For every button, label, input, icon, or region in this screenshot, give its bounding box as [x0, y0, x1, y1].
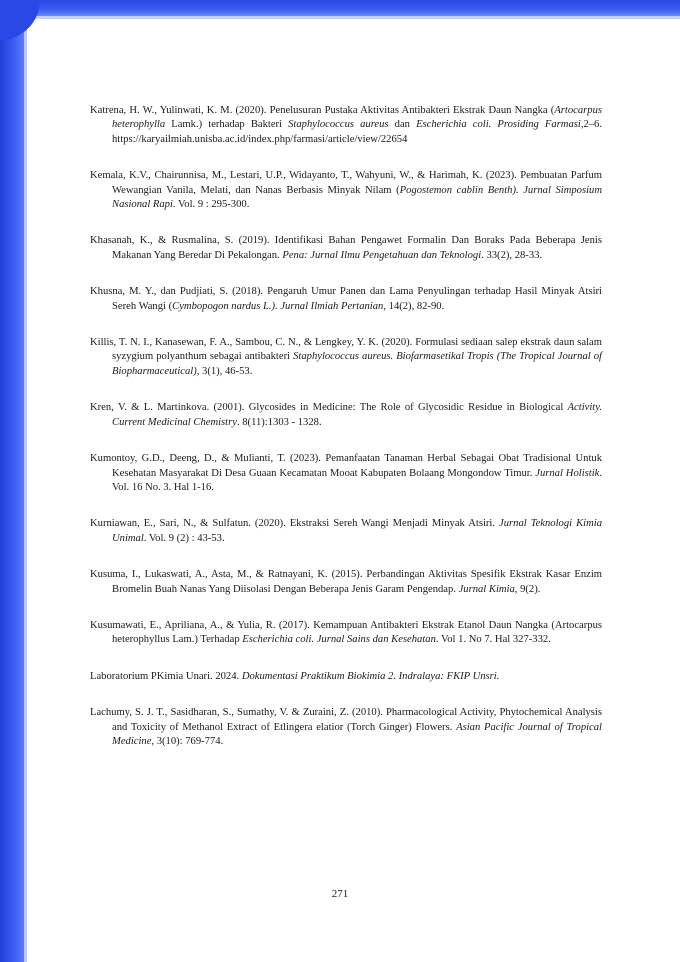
reference-entry: Kren, V. & L. Martinkova. (2001). Glycosides in Medicine: The Role of Glycosidic Residue in Biological Activity. Current Medicinal Chemistry. 8(11):1303 - 1328. — [90, 402, 602, 428]
corner-ornament — [0, 0, 40, 40]
left-border-bar — [0, 0, 24, 962]
top-border-bar — [0, 0, 680, 16]
reference-entry: Laboratorium PKimia Unari. 2024. Dokumentasi Praktikum Biokimia 2. Indralaya: FKIP Unsri. — [90, 670, 500, 682]
reference-entry: Kumontoy, G.D., Deeng, D., & Mulianti, T. (2023). Pemanfaatan Tanaman Herbal Sebagai Obat Tradisional Untuk Kesehatan Masyarakat Di Desa Guaan Kecamatan Mooat Kabupaten Bolaang Mongondow Timur. Jurnal Holistik. Vol. 16 No. 3. Hal 1-16. — [90, 453, 603, 493]
reference-entry: Kusuma, I., Lukaswati, A., Asta, M., & Ratnayani, K. (2015). Perbandingan Aktivitas Spesifik Ekstrak Kasar Enzim Bromelin Buah Nanas Yang Diisolasi Dengan Beberapa Jenis Garam Pengendap. Jurnal Kimia, 9(2). — [90, 569, 602, 595]
reference-entry: Khusna, M. Y., dan Pudjiati, S. (2018). Pengaruh Umur Panen dan Lama Penyulingan terhadap Hasil Minyak Atsiri Sereh Wangi (Cymbopogon nardus L.). Jurnal Ilmiah Pertanian, 14(2), 82-90. — [90, 286, 602, 312]
reference-entry: Kurniawan, E., Sari, N., & Sulfatun. (2020). Ekstraksi Sereh Wangi Menjadi Minyak Atsiri. Jurnal Teknologi Kimia Unimal. Vol. 9 (2) : 43-53. — [90, 518, 602, 544]
page-number: 271 — [331, 888, 349, 900]
reference-entry: Kemala, K.V., Chairunnisa, M., Lestari, U.P., Widayanto, T., Wahyuni, W., & Harimah, K. (2023). Pembuatan Parfum Wewangian Vanila, Melati, dan Nanas Berbasis Minyak Nilam (Pogostemon cablin Benth). Jurnal Simposium Nasional Rapi. Vol. 9 : 295-300. — [90, 170, 602, 211]
reference-entry: Kusumawati, E., Apriliana, A., & Yulia, R. (2017). Kemampuan Antibakteri Ekstrak Etanol Daun Nangka (Artocarpus heterophyllus Lam.) Terhadap Escherichia coli. Jurnal Sains dan Kesehatan. Vol 1. No 7. Hal 327-332. — [90, 619, 602, 646]
reference-list — [90, 104, 602, 771]
reference-entry: Katrena, H. W., Yulinwati, K. M. (2020). Penelusuran Pustaka Aktivitas Antibakteri Ekstrak Daun Nangka (Artocarpus heterophylla Lamk.) terhadap Bakteri Staphylococcus aureus dan Escherichia coli. Prosiding Farmasi,2–6. https://karyailmiah.unisba.ac.id/index.php/farmasi/article/view/22654 — [90, 105, 602, 145]
top-border-edge — [0, 16, 680, 19]
left-border-edge — [24, 0, 27, 962]
reference-entry: Killis, T. N. I., Kanasewan, F. A., Sambou, C. N., & Lengkey, Y. K. (2020). Formulasi sediaan salep ekstrak daun salam syzygium polyanthum sebagai antibakteri Staphylococcus aureus. Biofarmasetikal Tropis (The Tropical Journal of Biopharmaceutical), 3(1), 46-53. — [90, 337, 603, 377]
reference-entry: Lachumy, S. J. T., Sasidharan, S., Sumathy, V. & Zuraini, Z. (2010). Pharmacological Activity, Phytochemical Analysis and Toxicity of Methanol Extract of Etlingera elatior (Torch Ginger) Flowers. Asian Pacific Journal of Tropical Medicine, 3(10): 769-774. — [90, 707, 602, 747]
reference-entry: Khasanah, K., & Rusmalina, S. (2019). Identifikasi Bahan Pengawet Formalin Dan Boraks Pada Beberapa Jenis Makanan Yang Beredar Di Pekalongan. Pena: Jurnal Ilmu Pengetahuan dan Teknologi. 33(2), 28-33. — [90, 235, 602, 261]
